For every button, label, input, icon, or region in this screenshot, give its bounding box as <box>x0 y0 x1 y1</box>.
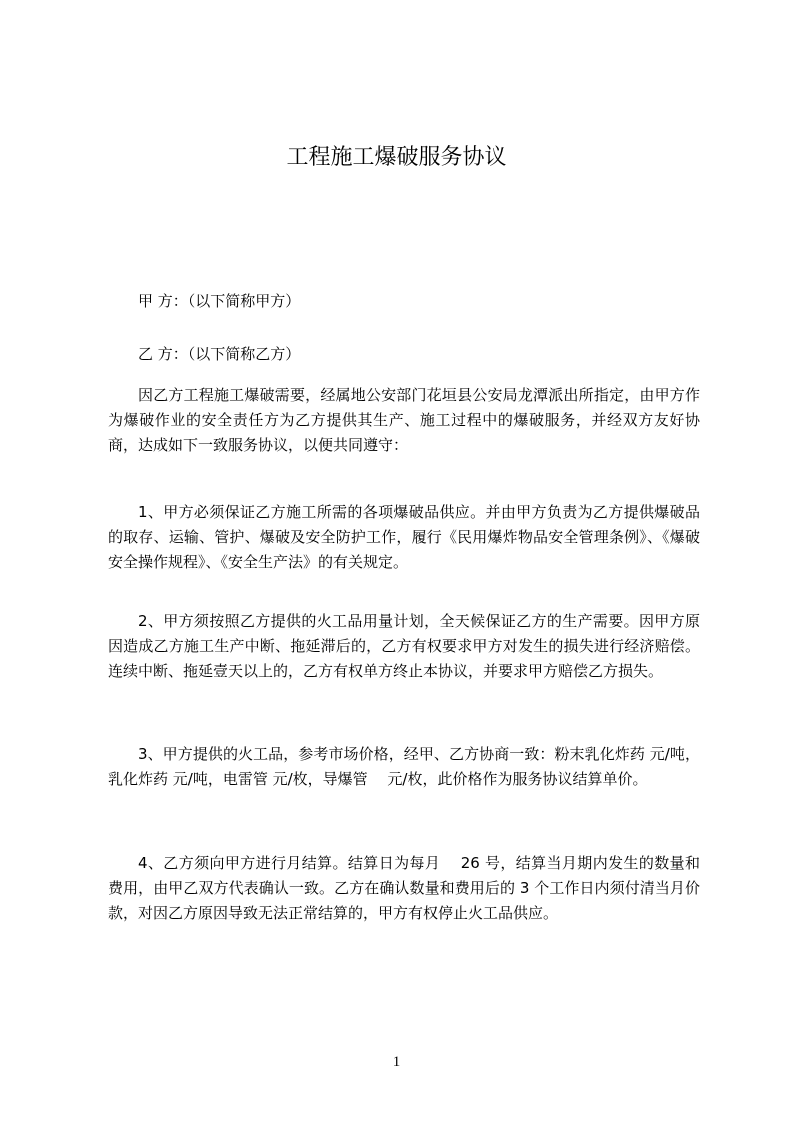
party-b-line: 乙 方：（以下简称乙方） <box>138 345 301 363</box>
clause-4: 4、乙方须向甲方进行月结算。结算日为每月 26 号，结算当月期内发生的数量和费用，由甲乙双方代表确认一致。乙方在确认数量和费用后的 3 个工作日内须付清当月价款，对因乙方原因导致无法正常结算的，甲方有权停止火工品供应。 <box>108 854 700 922</box>
clause-3: 3、甲方提供的火工品，参考市场价格，经甲、乙方协商一致：粉末乳化炸药 元/吨，乳化炸药 元/吨，电雷管 元/枚，导爆管 元/枚，此价格作为服务协议结算单价。 <box>108 745 700 788</box>
clause-1: 1、甲方必须保证乙方施工所需的各项爆破品供应。并由甲方负责为乙方提供爆破品的取存、运输、管护、爆破及安全防护工作，履行《民用爆炸物品安全管理条例》、《爆破安全操作规程》、《安全生产法》的有关规定。 <box>108 503 700 571</box>
party-a-line: 甲 方：（以下简称甲方） <box>138 292 301 310</box>
page-number: 1 <box>392 1054 401 1070</box>
document-title: 工程施工爆破服务协议 <box>286 145 507 170</box>
clause-2: 2、甲方须按照乙方提供的火工品用量计划，全天候保证乙方的生产需要。因甲方原因造成乙方施工生产中断、拖延滞后的，乙方有权要求甲方对发生的损失进行经济赔偿。连续中断、拖延壹天以上的，乙方有权单方终止本协议，并要求甲方赔偿乙方损失。 <box>108 612 700 680</box>
intro-paragraph: 因乙方工程施工爆破需要，经属地公安部门花垣县公安局龙潭派出所指定，由甲方作为爆破作业的安全责任方为乙方提供其生产、施工过程中的爆破服务，并经双方友好协商，达成如下一致服务协议，以便共同遵守： <box>108 386 700 454</box>
